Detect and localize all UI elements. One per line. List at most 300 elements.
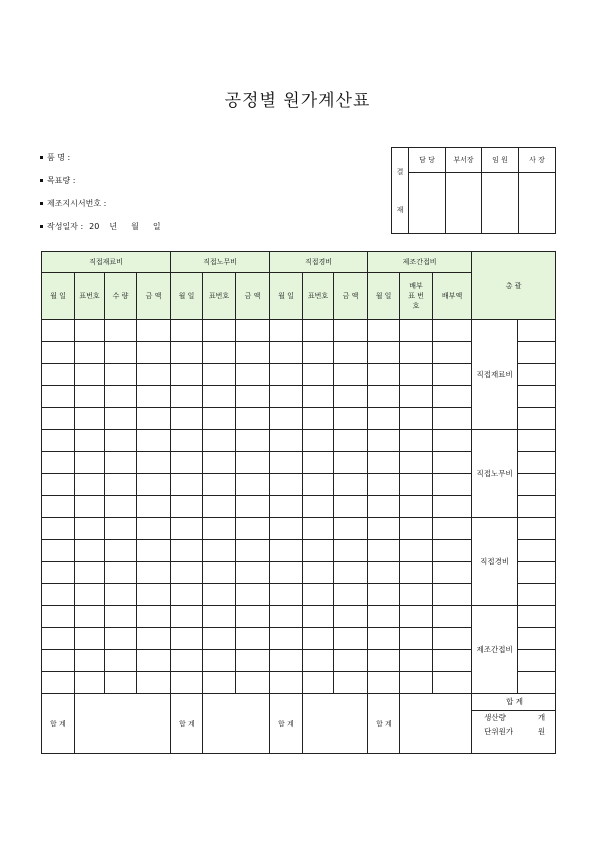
data-cell[interactable] bbox=[334, 518, 368, 540]
signature-cell[interactable] bbox=[482, 173, 519, 234]
data-cell[interactable] bbox=[400, 562, 433, 584]
data-cell[interactable] bbox=[236, 606, 270, 628]
data-cell[interactable] bbox=[137, 452, 171, 474]
data-cell[interactable] bbox=[334, 650, 368, 672]
data-cell[interactable] bbox=[334, 496, 368, 518]
data-cell[interactable] bbox=[203, 540, 236, 562]
data-cell[interactable] bbox=[368, 628, 400, 650]
data-cell[interactable] bbox=[171, 562, 203, 584]
data-cell[interactable] bbox=[42, 342, 75, 364]
summary-value[interactable] bbox=[518, 364, 556, 386]
bullet-icon bbox=[40, 156, 43, 159]
summary-value[interactable] bbox=[518, 430, 556, 452]
data-cell[interactable] bbox=[433, 540, 472, 562]
cost-table bbox=[41, 251, 556, 754]
summary-value[interactable] bbox=[518, 584, 556, 606]
summary-value[interactable] bbox=[518, 386, 556, 408]
data-cell[interactable] bbox=[400, 408, 433, 430]
data-cell[interactable] bbox=[270, 606, 303, 628]
summary-value[interactable] bbox=[518, 628, 556, 650]
data-cell[interactable] bbox=[270, 518, 303, 540]
data-cell[interactable] bbox=[303, 342, 334, 364]
data-cell[interactable] bbox=[236, 386, 270, 408]
data-cell[interactable] bbox=[334, 452, 368, 474]
date-day: 일 bbox=[152, 222, 161, 231]
data-cell[interactable] bbox=[105, 452, 137, 474]
data-cell[interactable] bbox=[334, 364, 368, 386]
data-cell[interactable] bbox=[105, 408, 137, 430]
info-qty bbox=[40, 175, 75, 186]
summary-label: 직접재료비 bbox=[472, 320, 518, 430]
data-cell[interactable] bbox=[368, 364, 400, 386]
data-cell[interactable] bbox=[171, 628, 203, 650]
data-cell[interactable] bbox=[303, 562, 334, 584]
signature-cell[interactable] bbox=[519, 173, 556, 234]
data-cell[interactable] bbox=[75, 386, 105, 408]
data-cell[interactable] bbox=[433, 320, 472, 342]
data-cell[interactable] bbox=[171, 364, 203, 386]
data-cell[interactable] bbox=[334, 562, 368, 584]
col-header: 월 일 bbox=[42, 273, 75, 320]
data-cell[interactable] bbox=[42, 650, 75, 672]
data-cell[interactable] bbox=[171, 518, 203, 540]
data-cell[interactable] bbox=[433, 606, 472, 628]
summary-value[interactable] bbox=[518, 518, 556, 540]
table-row bbox=[42, 320, 556, 342]
data-cell[interactable] bbox=[433, 496, 472, 518]
summary-value[interactable] bbox=[518, 408, 556, 430]
data-cell[interactable] bbox=[203, 584, 236, 606]
summary-value[interactable] bbox=[518, 342, 556, 364]
data-cell[interactable] bbox=[42, 628, 75, 650]
grand-total-label: 합 계 bbox=[472, 694, 555, 711]
signature-cell[interactable] bbox=[409, 173, 446, 234]
data-cell[interactable] bbox=[334, 342, 368, 364]
data-cell[interactable] bbox=[75, 430, 105, 452]
data-cell[interactable] bbox=[203, 562, 236, 584]
data-cell[interactable] bbox=[171, 584, 203, 606]
group-header-overhead: 제조간접비 bbox=[368, 252, 472, 273]
data-cell[interactable] bbox=[75, 562, 105, 584]
data-cell[interactable] bbox=[42, 606, 75, 628]
data-cell[interactable] bbox=[42, 320, 75, 342]
data-cell[interactable] bbox=[137, 540, 171, 562]
data-cell[interactable] bbox=[368, 430, 400, 452]
approval-col: 부서장 bbox=[446, 148, 482, 173]
data-cell[interactable] bbox=[368, 672, 400, 694]
data-cell[interactable] bbox=[368, 540, 400, 562]
data-cell[interactable] bbox=[334, 474, 368, 496]
col-header: 금 액 bbox=[236, 273, 270, 320]
data-cell[interactable] bbox=[368, 584, 400, 606]
data-cell[interactable] bbox=[368, 320, 400, 342]
data-cell[interactable] bbox=[400, 452, 433, 474]
data-cell[interactable] bbox=[137, 496, 171, 518]
data-cell[interactable] bbox=[203, 650, 236, 672]
summary-value[interactable] bbox=[518, 452, 556, 474]
data-cell[interactable] bbox=[171, 452, 203, 474]
data-cell[interactable] bbox=[105, 430, 137, 452]
data-cell[interactable] bbox=[105, 584, 137, 606]
summary-value[interactable] bbox=[518, 320, 556, 342]
data-cell[interactable] bbox=[334, 672, 368, 694]
data-cell[interactable] bbox=[75, 606, 105, 628]
data-cell[interactable] bbox=[303, 628, 334, 650]
data-cell[interactable] bbox=[203, 364, 236, 386]
data-cell[interactable] bbox=[105, 474, 137, 496]
data-cell[interactable] bbox=[42, 518, 75, 540]
data-cell[interactable] bbox=[105, 628, 137, 650]
data-cell[interactable] bbox=[270, 452, 303, 474]
table-row bbox=[42, 606, 556, 628]
sum-label: 합 계 bbox=[270, 694, 303, 754]
data-cell[interactable] bbox=[75, 540, 105, 562]
info-date bbox=[40, 221, 161, 232]
date-label: 작성일자 : bbox=[47, 222, 84, 231]
data-cell[interactable] bbox=[400, 320, 433, 342]
data-cell[interactable] bbox=[303, 474, 334, 496]
data-cell[interactable] bbox=[400, 518, 433, 540]
data-cell[interactable] bbox=[203, 342, 236, 364]
group-header-material: 직접재료비 bbox=[42, 252, 171, 273]
data-cell[interactable] bbox=[137, 342, 171, 364]
data-cell[interactable] bbox=[303, 452, 334, 474]
summary-label: 직접경비 bbox=[472, 518, 518, 606]
data-cell[interactable] bbox=[400, 386, 433, 408]
unit-cost-row: 단위원가 원 bbox=[484, 727, 546, 736]
data-cell[interactable] bbox=[400, 606, 433, 628]
data-cell[interactable] bbox=[203, 474, 236, 496]
data-cell[interactable] bbox=[400, 672, 433, 694]
data-cell[interactable] bbox=[334, 320, 368, 342]
data-cell[interactable] bbox=[137, 606, 171, 628]
col-header: 월 일 bbox=[270, 273, 303, 320]
data-cell[interactable] bbox=[203, 606, 236, 628]
data-cell[interactable] bbox=[236, 342, 270, 364]
data-cell[interactable] bbox=[137, 474, 171, 496]
data-cell[interactable] bbox=[368, 408, 400, 430]
data-cell[interactable] bbox=[75, 584, 105, 606]
data-cell[interactable] bbox=[270, 672, 303, 694]
col-header: 금 액 bbox=[334, 273, 368, 320]
summary-value[interactable] bbox=[518, 540, 556, 562]
data-cell[interactable] bbox=[400, 628, 433, 650]
col-header: 월 일 bbox=[368, 273, 400, 320]
data-cell[interactable] bbox=[334, 584, 368, 606]
data-cell[interactable] bbox=[433, 452, 472, 474]
data-cell[interactable] bbox=[303, 496, 334, 518]
data-cell[interactable] bbox=[105, 518, 137, 540]
data-cell[interactable] bbox=[270, 474, 303, 496]
data-cell[interactable] bbox=[368, 518, 400, 540]
data-cell[interactable] bbox=[303, 518, 334, 540]
data-cell[interactable] bbox=[433, 584, 472, 606]
data-cell[interactable] bbox=[236, 562, 270, 584]
data-cell[interactable] bbox=[303, 364, 334, 386]
data-cell[interactable] bbox=[137, 672, 171, 694]
data-cell[interactable] bbox=[236, 430, 270, 452]
summary-label: 직접노무비 bbox=[472, 430, 518, 518]
col-header: 배부액 bbox=[433, 273, 472, 320]
sum-row bbox=[42, 694, 556, 754]
data-cell[interactable] bbox=[137, 628, 171, 650]
data-cell[interactable] bbox=[42, 364, 75, 386]
data-cell[interactable] bbox=[171, 672, 203, 694]
data-cell[interactable] bbox=[171, 386, 203, 408]
data-cell[interactable] bbox=[42, 672, 75, 694]
data-cell[interactable] bbox=[334, 540, 368, 562]
data-cell[interactable] bbox=[236, 518, 270, 540]
data-cell[interactable] bbox=[137, 408, 171, 430]
data-cell[interactable] bbox=[171, 496, 203, 518]
data-cell[interactable] bbox=[75, 496, 105, 518]
data-cell[interactable] bbox=[75, 672, 105, 694]
data-cell[interactable] bbox=[368, 562, 400, 584]
data-cell[interactable] bbox=[236, 496, 270, 518]
data-cell[interactable] bbox=[236, 672, 270, 694]
data-cell[interactable] bbox=[203, 430, 236, 452]
data-cell[interactable] bbox=[137, 430, 171, 452]
data-cell[interactable] bbox=[368, 452, 400, 474]
data-cell[interactable] bbox=[270, 320, 303, 342]
approval-col: 임 원 bbox=[482, 148, 519, 173]
data-cell[interactable] bbox=[334, 386, 368, 408]
data-cell[interactable] bbox=[303, 430, 334, 452]
data-cell[interactable] bbox=[368, 650, 400, 672]
data-cell[interactable] bbox=[105, 320, 137, 342]
data-cell[interactable] bbox=[270, 408, 303, 430]
data-cell[interactable] bbox=[236, 628, 270, 650]
data-cell[interactable] bbox=[433, 562, 472, 584]
data-cell[interactable] bbox=[42, 452, 75, 474]
sum-label: 합 계 bbox=[171, 694, 203, 754]
data-cell[interactable] bbox=[236, 540, 270, 562]
data-cell[interactable] bbox=[75, 628, 105, 650]
data-cell[interactable] bbox=[270, 540, 303, 562]
approval-side-label: 결 재 bbox=[392, 148, 409, 234]
col-header: 월 일 bbox=[171, 273, 203, 320]
data-cell[interactable] bbox=[236, 650, 270, 672]
data-cell[interactable] bbox=[400, 584, 433, 606]
data-cell[interactable] bbox=[303, 540, 334, 562]
col-header: 표번호 bbox=[203, 273, 236, 320]
date-year-prefix: 20 bbox=[89, 222, 100, 231]
data-cell[interactable] bbox=[137, 584, 171, 606]
approval-box bbox=[391, 147, 556, 234]
data-cell[interactable] bbox=[368, 606, 400, 628]
data-cell[interactable] bbox=[236, 408, 270, 430]
data-cell[interactable] bbox=[400, 342, 433, 364]
summary-value[interactable] bbox=[518, 650, 556, 672]
summary-value[interactable] bbox=[518, 606, 556, 628]
data-cell[interactable] bbox=[137, 364, 171, 386]
data-cell[interactable] bbox=[368, 496, 400, 518]
production-row: 생산량 개 bbox=[484, 713, 546, 722]
data-cell[interactable] bbox=[105, 364, 137, 386]
data-cell[interactable] bbox=[42, 562, 75, 584]
summary-value[interactable] bbox=[518, 474, 556, 496]
data-cell[interactable] bbox=[303, 650, 334, 672]
data-cell[interactable] bbox=[203, 496, 236, 518]
data-cell[interactable] bbox=[203, 672, 236, 694]
order-label: 제조지시서번호 : bbox=[47, 199, 107, 208]
data-cell[interactable] bbox=[303, 408, 334, 430]
date-year: 년 bbox=[109, 222, 118, 231]
table-row bbox=[42, 518, 556, 540]
data-cell[interactable] bbox=[270, 496, 303, 518]
data-cell[interactable] bbox=[171, 540, 203, 562]
data-cell[interactable] bbox=[42, 408, 75, 430]
data-cell[interactable] bbox=[270, 342, 303, 364]
data-cell[interactable] bbox=[42, 430, 75, 452]
data-cell[interactable] bbox=[270, 650, 303, 672]
data-cell[interactable] bbox=[303, 606, 334, 628]
data-cell[interactable] bbox=[433, 518, 472, 540]
data-cell[interactable] bbox=[203, 518, 236, 540]
col-header: 배부표 번 호 bbox=[400, 273, 433, 320]
data-cell[interactable] bbox=[75, 342, 105, 364]
data-cell[interactable] bbox=[236, 320, 270, 342]
data-cell[interactable] bbox=[334, 628, 368, 650]
data-cell[interactable] bbox=[270, 562, 303, 584]
data-cell[interactable] bbox=[334, 408, 368, 430]
data-cell[interactable] bbox=[368, 474, 400, 496]
data-cell[interactable] bbox=[137, 562, 171, 584]
data-cell[interactable] bbox=[171, 408, 203, 430]
data-cell[interactable] bbox=[270, 386, 303, 408]
data-cell[interactable] bbox=[433, 408, 472, 430]
data-cell[interactable] bbox=[270, 628, 303, 650]
data-cell[interactable] bbox=[303, 584, 334, 606]
date-month: 월 bbox=[131, 222, 139, 231]
sum-value[interactable] bbox=[303, 694, 368, 754]
data-cell[interactable] bbox=[105, 672, 137, 694]
table-row bbox=[42, 430, 556, 452]
data-cell[interactable] bbox=[433, 650, 472, 672]
data-cell[interactable] bbox=[236, 452, 270, 474]
data-cell[interactable] bbox=[334, 606, 368, 628]
total-header: 총 괄 bbox=[472, 252, 556, 320]
bullet-icon bbox=[40, 179, 43, 182]
data-cell[interactable] bbox=[400, 496, 433, 518]
data-cell[interactable] bbox=[236, 474, 270, 496]
summary-value[interactable] bbox=[518, 496, 556, 518]
data-cell[interactable] bbox=[203, 628, 236, 650]
data-cell[interactable] bbox=[75, 474, 105, 496]
data-cell[interactable] bbox=[433, 342, 472, 364]
data-cell[interactable] bbox=[75, 650, 105, 672]
data-cell[interactable] bbox=[433, 474, 472, 496]
data-cell[interactable] bbox=[75, 408, 105, 430]
bullet-icon bbox=[40, 202, 43, 205]
bullet-icon bbox=[40, 225, 43, 228]
data-cell[interactable] bbox=[433, 672, 472, 694]
data-cell[interactable] bbox=[171, 320, 203, 342]
data-cell[interactable] bbox=[433, 430, 472, 452]
data-cell[interactable] bbox=[137, 386, 171, 408]
qty-label: 목표량 : bbox=[47, 176, 76, 185]
data-cell[interactable] bbox=[171, 650, 203, 672]
data-cell[interactable] bbox=[105, 562, 137, 584]
data-cell[interactable] bbox=[42, 474, 75, 496]
info-product bbox=[40, 152, 70, 163]
data-cell[interactable] bbox=[75, 452, 105, 474]
data-cell[interactable] bbox=[75, 364, 105, 386]
data-cell[interactable] bbox=[400, 540, 433, 562]
summary-value[interactable] bbox=[518, 562, 556, 584]
data-cell[interactable] bbox=[334, 430, 368, 452]
data-cell[interactable] bbox=[368, 342, 400, 364]
data-cell[interactable] bbox=[203, 386, 236, 408]
data-cell[interactable] bbox=[105, 540, 137, 562]
signature-cell[interactable] bbox=[446, 173, 482, 234]
approval-col: 담 당 bbox=[409, 148, 446, 173]
data-cell[interactable] bbox=[42, 540, 75, 562]
data-cell[interactable] bbox=[433, 628, 472, 650]
sum-value[interactable] bbox=[400, 694, 472, 754]
data-cell[interactable] bbox=[42, 584, 75, 606]
data-cell[interactable] bbox=[433, 386, 472, 408]
data-cell[interactable] bbox=[203, 320, 236, 342]
data-cell[interactable] bbox=[400, 430, 433, 452]
col-header: 표번호 bbox=[75, 273, 105, 320]
group-header-labor: 직접노무비 bbox=[171, 252, 270, 273]
data-cell[interactable] bbox=[137, 518, 171, 540]
data-cell[interactable] bbox=[105, 496, 137, 518]
data-cell[interactable] bbox=[236, 364, 270, 386]
page-title: 공정별 원가계산표 bbox=[224, 91, 371, 111]
data-cell[interactable] bbox=[303, 386, 334, 408]
col-header: 수 량 bbox=[105, 273, 137, 320]
data-cell[interactable] bbox=[105, 342, 137, 364]
data-cell[interactable] bbox=[171, 606, 203, 628]
info-order bbox=[40, 198, 106, 209]
col-header: 표번호 bbox=[303, 273, 334, 320]
data-cell[interactable] bbox=[303, 672, 334, 694]
data-cell[interactable] bbox=[171, 342, 203, 364]
summary-label: 제조간접비 bbox=[472, 606, 518, 694]
data-cell[interactable] bbox=[42, 496, 75, 518]
data-cell[interactable] bbox=[270, 584, 303, 606]
sum-value[interactable] bbox=[203, 694, 270, 754]
data-cell[interactable] bbox=[203, 408, 236, 430]
data-cell[interactable] bbox=[171, 430, 203, 452]
data-cell[interactable] bbox=[236, 584, 270, 606]
data-cell[interactable] bbox=[75, 518, 105, 540]
data-cell[interactable] bbox=[270, 364, 303, 386]
data-cell[interactable] bbox=[105, 386, 137, 408]
data-cell[interactable] bbox=[270, 430, 303, 452]
data-cell[interactable] bbox=[171, 474, 203, 496]
sum-value[interactable] bbox=[75, 694, 171, 754]
data-cell[interactable] bbox=[42, 386, 75, 408]
data-cell[interactable] bbox=[105, 650, 137, 672]
summary-value[interactable] bbox=[518, 672, 556, 694]
data-cell[interactable] bbox=[137, 650, 171, 672]
product-label: 품 명 : bbox=[47, 153, 71, 162]
data-cell[interactable] bbox=[433, 364, 472, 386]
data-cell[interactable] bbox=[303, 320, 334, 342]
data-cell[interactable] bbox=[75, 320, 105, 342]
data-cell[interactable] bbox=[400, 474, 433, 496]
group-header-expense: 직접경비 bbox=[270, 252, 368, 273]
data-cell[interactable] bbox=[368, 386, 400, 408]
data-cell[interactable] bbox=[105, 606, 137, 628]
data-cell[interactable] bbox=[400, 364, 433, 386]
data-cell[interactable] bbox=[203, 452, 236, 474]
data-cell[interactable] bbox=[137, 320, 171, 342]
data-cell[interactable] bbox=[400, 650, 433, 672]
